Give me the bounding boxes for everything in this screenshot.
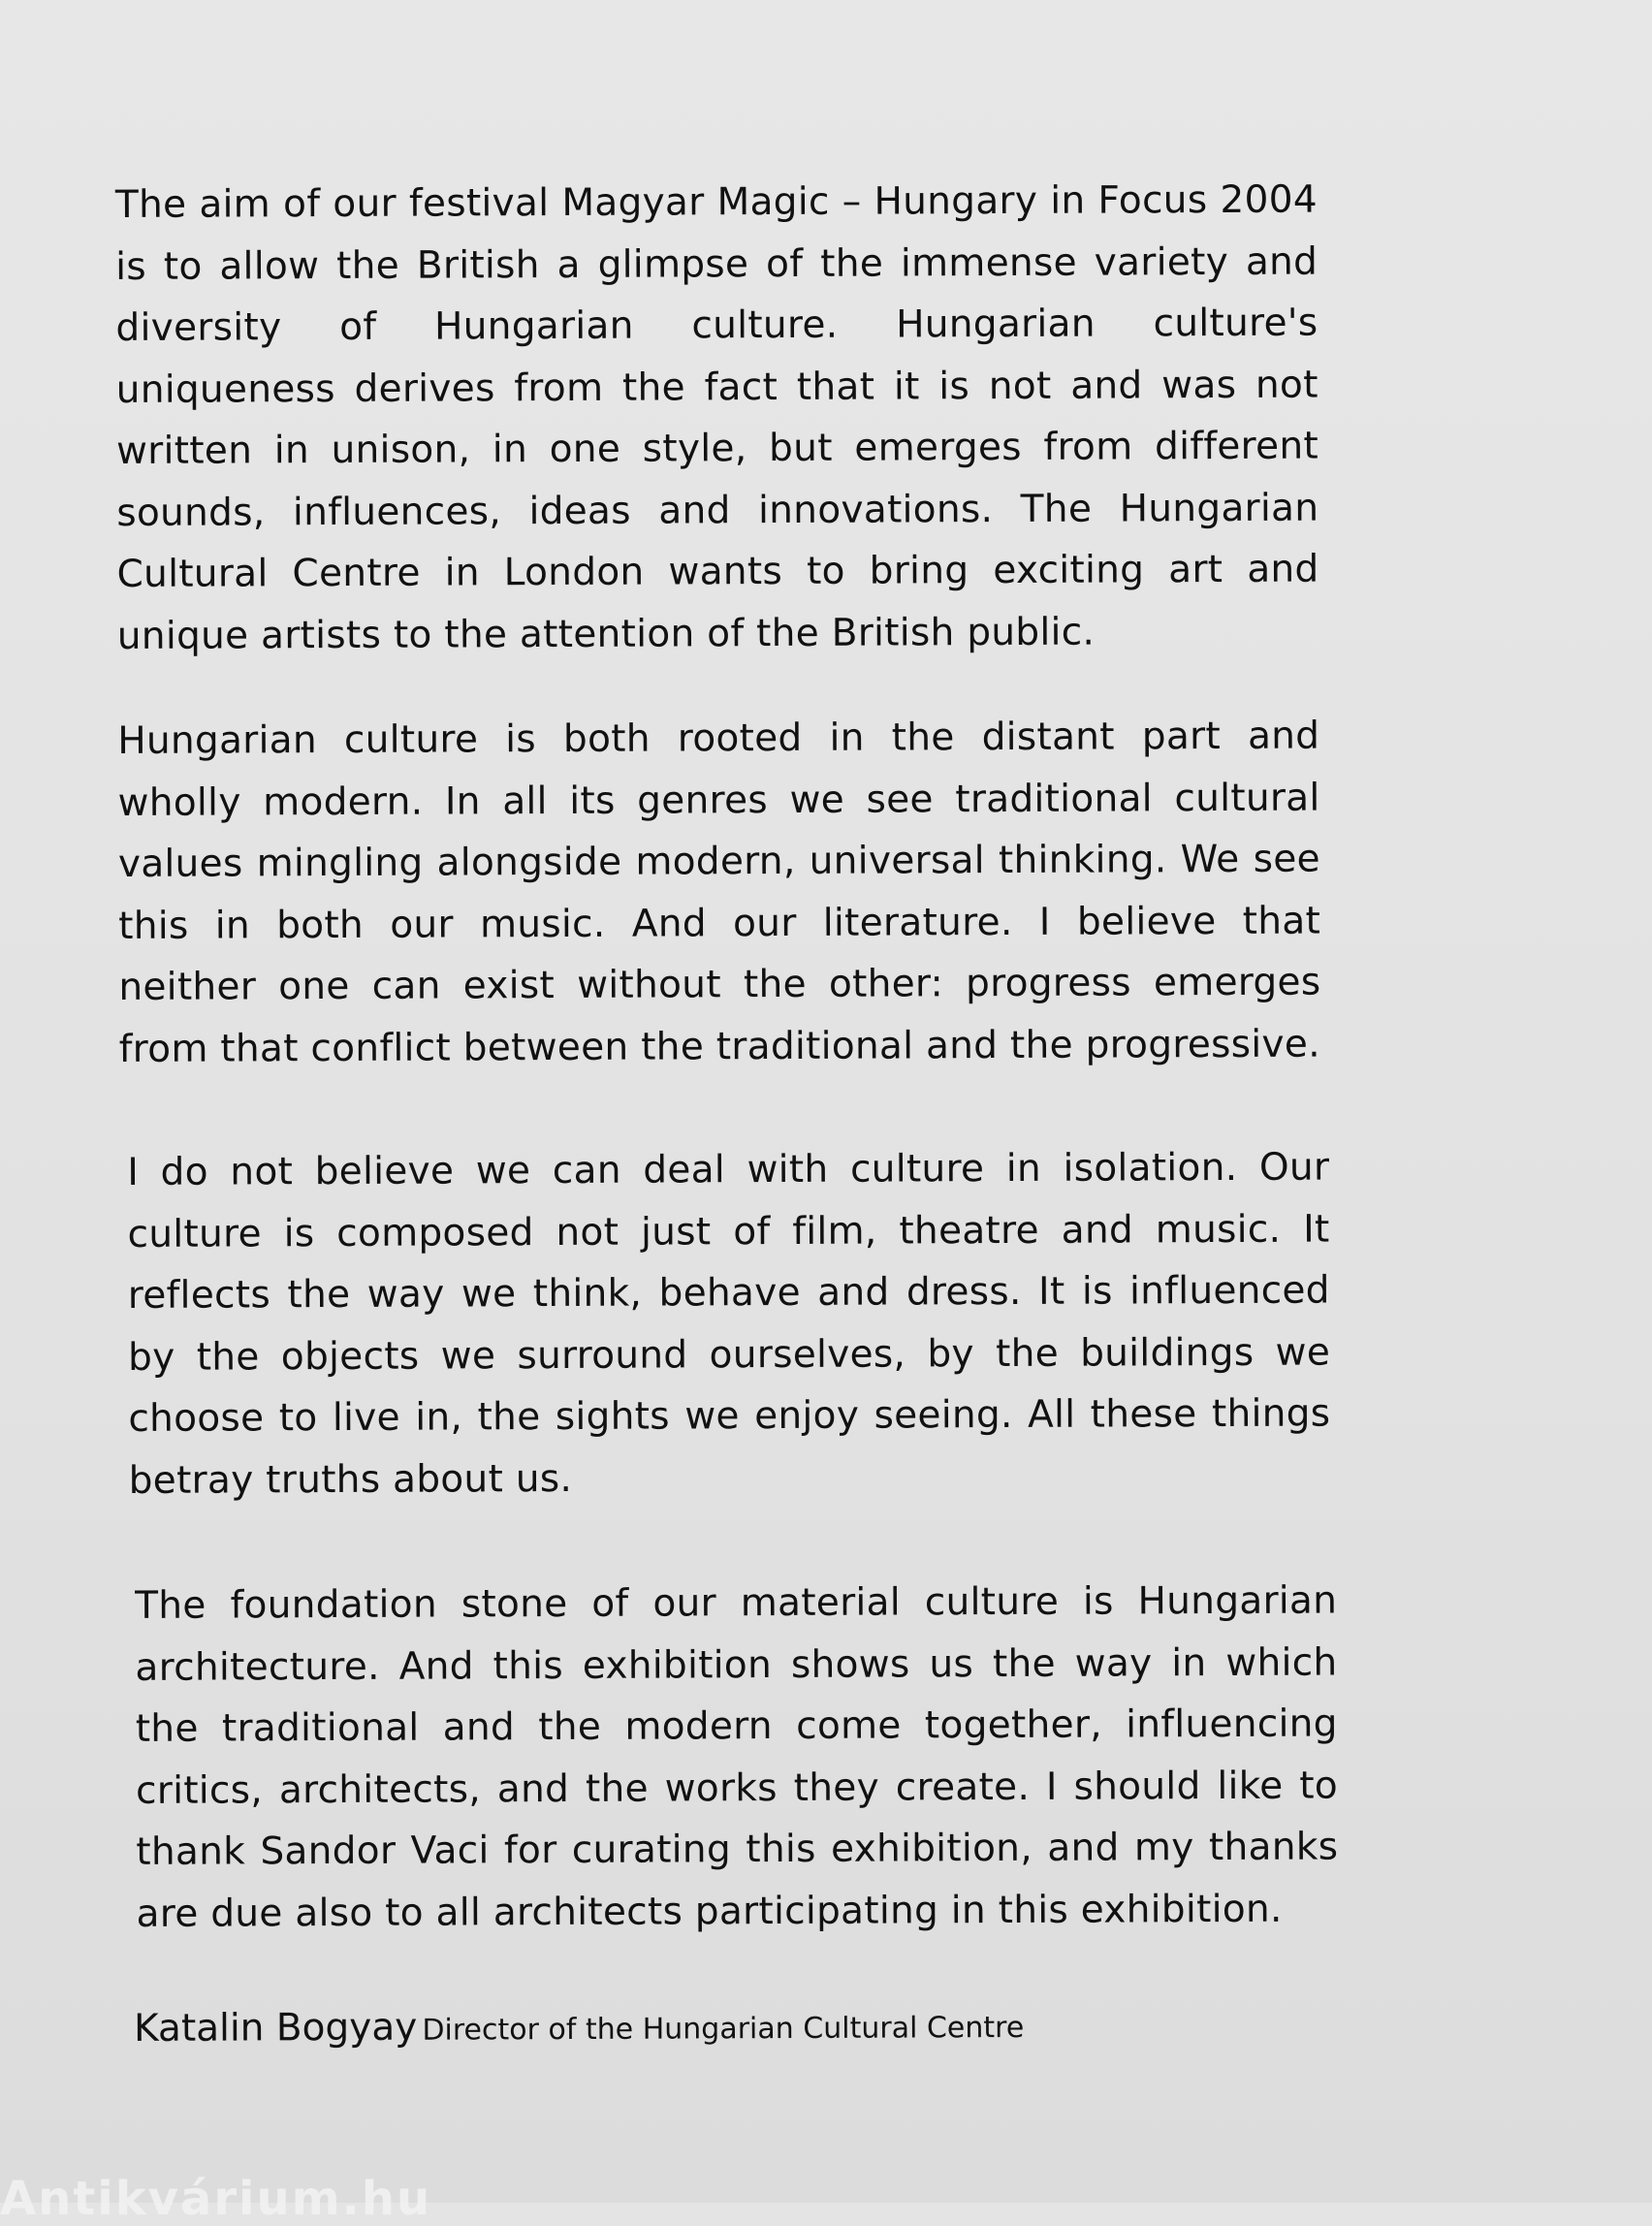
- signature: [134, 2003, 1024, 2051]
- paragraph-rooted-culture: Hungarian culture is both rooted in the distant part and wholly modern. In all its genres we see traditional cultural values mingling alongside modern, universal thinking. We see this in both our music. And our literature. I believe that neither one can exist without the other: progress emerges from that conflict between the traditional and the progressive.: [117, 714, 1321, 1071]
- paragraph-architecture: The foundation stone of our material culture is Hungarian architecture. And this exhibition shows us the way in which the traditional and the modern come together, influencing critics, architects, and the works they create. I should like to thank Sandor Vaci for curating this exhibition, and my thanks are due also to all architects participating in this exhibition.: [135, 1578, 1339, 1936]
- paragraph-festival-aim: The aim of our festival Magyar Magic – Hungary in Focus 2004 is to allow the British a glimpse of the immense variety and diversity of Hungarian culture. Hungarian culture's uniqueness derives from the fact that it is not and was not written in unison, in one style, but emerges from different sounds, influences, ideas and innovations. The Hungarian Cultural Centre in London wants to bring exciting art and unique artists to the attention of the British public.: [114, 177, 1319, 658]
- signature-title: Director of the Hungarian Cultural Centre: [422, 2010, 1025, 2048]
- signature-name: Katalin Bogyay: [134, 2005, 418, 2051]
- watermark: Antikvárium.hu: [0, 2172, 432, 2226]
- paragraph-culture-isolation: I do not believe we can deal with culture in isolation. Our culture is composed not just of film, theatre and music. It reflects the way we think, behave and dress. It is influenced by the objects we surround ourselves, by the buildings we choose to live in, the sights we enjoy seeing. All these things betray truths about us.: [127, 1145, 1331, 1503]
